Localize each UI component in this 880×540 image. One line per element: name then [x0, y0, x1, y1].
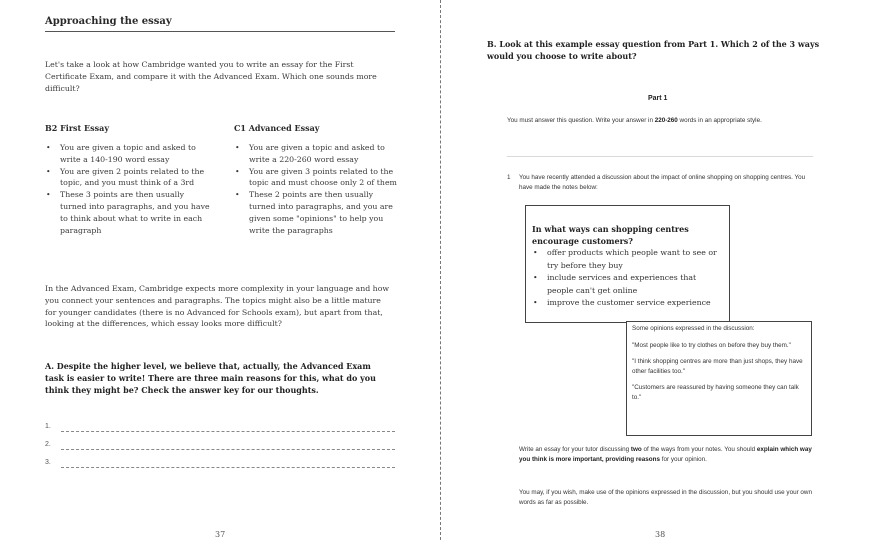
list-item: • These 2 points are then usually turned into paragraphs, and you are given some "opinions" to help you write the paragraphs — [234, 189, 399, 236]
opinions-heading: Some opinions expressed in the discussion: — [632, 325, 755, 332]
task-b-prompt: B. Look at this example essay question from Part 1. Which 2 of the 3 ways would you choose to write about? — [487, 39, 820, 61]
question-text: You have recently attended a discussion about the impact of online shopping on shopping centres. You have made the notes below: — [519, 174, 806, 191]
c1-points-list — [234, 142, 399, 236]
list-item: • offer products which people want to see or try before they buy — [532, 247, 725, 272]
answer-blank[interactable] — [61, 449, 395, 450]
notes-title: In what ways can shopping centres encourage customers? — [532, 224, 689, 246]
answer-blank[interactable] — [61, 467, 395, 468]
page-number-left: 37 — [215, 530, 226, 539]
list-item: • You are given a topic and asked to write a 140-190 word essay — [45, 142, 210, 166]
answer-line-3[interactable] — [45, 459, 395, 471]
c1-heading: C1 Advanced Essay — [234, 123, 320, 133]
answer-number: 2. — [45, 441, 51, 448]
b2-points-list — [45, 142, 210, 236]
list-item: • include services and experiences that people can't get online — [532, 272, 725, 297]
list-item: • improve the customer service experience — [532, 297, 725, 310]
advanced-paragraph: In the Advanced Exam, Cambridge expects more complexity in your language and how you connect your sentences and paragraphs. The topics might also be a little mature for younger candidates (there is no Advanced for Schools exam), but apart from that, looking at the differences, which essay looks more difficult? — [45, 284, 390, 329]
closing-instruction: Write an essay for your tutor discussing two of the ways from your notes. You should explain which way you think is more important, providing reasons for your opinion. — [519, 446, 812, 463]
closing-note: You may, if you wish, make use of the opinions expressed in the discussion, but you should use your own words as far as possible. — [519, 489, 812, 506]
list-item: • You are given a topic and asked to write a 220-260 word essay — [234, 142, 399, 166]
page-number-right: 38 — [655, 530, 666, 539]
opinions-box — [626, 321, 812, 436]
title-underline — [45, 31, 395, 32]
opinion-quote: "I think shopping centres are more than just shops, they have other facilities too." — [632, 358, 803, 375]
list-item: • You are given 3 points related to the topic and must choose only 2 of them — [234, 166, 399, 190]
answer-line-1[interactable] — [45, 423, 395, 435]
page-divider — [440, 0, 441, 540]
intro-paragraph: Let's take a look at how Cambridge wanted you to write an essay for the First Certificate Exam, and compare it with the Advanced Exam. Which one sounds more difficult? — [45, 60, 377, 93]
opinion-quote: "Customers are reassured by having someone they can talk to." — [632, 384, 799, 401]
separator-line — [507, 156, 813, 157]
task-a-prompt: A. Despite the higher level, we believe that, actually, the Advanced Exam task is easier to write! There are three main reasons for this, what do you think they might be? Check the answer key for our thoughts. — [45, 361, 376, 395]
b2-heading: B2 First Essay — [45, 123, 109, 133]
list-item: • You are given 2 points related to the topic, and you must think of a 3rd — [45, 166, 210, 190]
instruction-text: You must answer this question. Write your answer in 220-260 words in an appropriate style. — [507, 117, 762, 124]
notes-list — [532, 247, 725, 310]
answer-blank[interactable] — [61, 431, 395, 432]
question-number: 1 — [507, 174, 511, 181]
answer-line-2[interactable] — [45, 441, 395, 453]
section-title: Approaching the essay — [45, 16, 172, 27]
part-title: Part 1 — [648, 95, 668, 102]
notes-box — [525, 205, 730, 323]
answer-number: 3. — [45, 459, 51, 466]
list-item: • These 3 points are then usually turned into paragraphs, and you have to think about what to write in each paragraph — [45, 189, 210, 236]
answer-number: 1. — [45, 423, 51, 430]
opinion-quote: "Most people like to try clothes on before they buy them." — [632, 341, 791, 349]
